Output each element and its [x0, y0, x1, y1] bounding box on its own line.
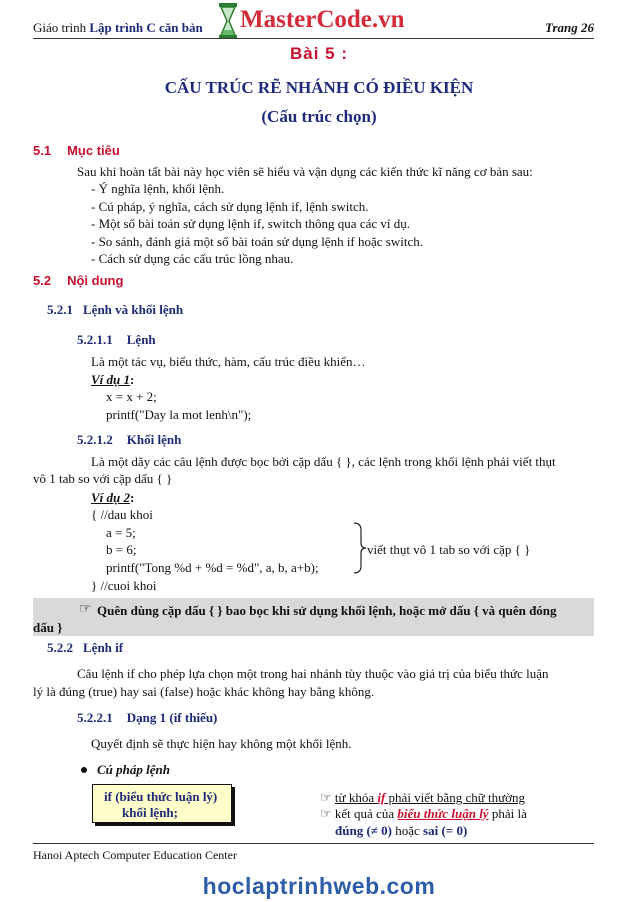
tip2-part-a: kết quả của [334, 806, 398, 821]
section-5-2-1-1-number: 5.2.1.1 [77, 332, 113, 347]
warning-note-line2: dấu } [33, 620, 63, 635]
example-2-code-line: printf("Tong %d + %d = %d", a, b, a+b); [106, 560, 319, 575]
block-definition-line2: vô 1 tab so với cặp dấu { } [33, 471, 173, 486]
header-course-title: Lập trình C căn bản [89, 20, 203, 35]
syntax-line-1: if (biểu thức luận lý) [104, 789, 218, 804]
section-5-2-2-1-title: Dạng 1 (if thiếu) [126, 710, 218, 725]
if-form1-description: Quyết định sẽ thực hiện hay không một khối lệnh. [91, 736, 352, 751]
hourglass-logo-icon [218, 2, 238, 40]
tip2-logical-expression: biểu thức luận lý [397, 806, 489, 821]
header-course-prefix: Giáo trình [33, 20, 90, 35]
page-subtitle: (Cấu trúc chọn) [261, 107, 377, 126]
example-2-label-text: Ví dụ 2 [91, 490, 131, 505]
tip-keyword-lowercase [320, 790, 525, 806]
example-1-code-line: printf("Day la mot lenh\n"); [106, 407, 252, 422]
tip3-or: hoặc [391, 823, 424, 838]
brace-annotation: viết thụt vô 1 tab so với cặp { } [367, 542, 531, 557]
example-1-code-line: x = x + 2; [106, 389, 157, 404]
example-1-label-text: Ví dụ 1 [91, 372, 131, 387]
section-5-1-heading [33, 143, 120, 158]
section-5-2-2-heading [47, 640, 123, 656]
example-2-code-close: } //cuoi khoi [91, 578, 157, 593]
section-5-2-2-1-heading [77, 710, 217, 726]
mastercode-logo: MasterCode.vn [240, 6, 405, 33]
page-number: Trang 26 [545, 20, 594, 35]
pointing-hand-icon: ☞ [79, 602, 92, 617]
page-title: CẤU TRÚC RẼ NHÁNH CÓ ĐIỀU KIỆN [164, 78, 474, 97]
warning-note-line1: Quên dùng cặp dấu { } bao bọc khi sử dụng khối lệnh, hoặc mở dấu { và quên đóng [97, 603, 557, 618]
objective-item: - Cách sử dụng các cấu trúc lồng nhau. [91, 251, 294, 266]
if-definition-line1: Câu lệnh if cho phép lựa chọn một trong hai nhánh tùy thuộc vào giá trị của biểu thức luận [77, 666, 549, 681]
watermark-logo: hoclaptrinhweb.com [202, 873, 436, 899]
syntax-bullet: Cú pháp lệnh [97, 762, 170, 777]
objective-item: - Cú pháp, ý nghĩa, cách sử dụng lệnh if, lệnh switch. [91, 199, 369, 214]
section-5-2-1-1-heading [77, 332, 156, 348]
curly-brace-icon [352, 522, 368, 574]
section-5-2-1-1-title: Lệnh [126, 332, 156, 347]
tip3-true-value: đúng (≠ 0) [335, 823, 392, 838]
section-5-2-title: Nội dung [67, 273, 124, 288]
section-5-2-1-2-heading [77, 432, 181, 448]
block-definition-line1: Là một dãy các câu lệnh được bọc bởi cặp dấu { }, các lệnh trong khối lệnh phải viết thụt [91, 454, 556, 469]
bullet-dot-icon [81, 767, 87, 773]
header-left [33, 20, 203, 36]
header-rule [33, 38, 594, 39]
section-5-2-2-1-number: 5.2.2.1 [77, 710, 113, 725]
section-5-2-2-number: 5.2.2 [47, 640, 73, 655]
example-2-code-line: a = 5; [106, 525, 136, 540]
statement-definition: Là một tác vụ, biểu thức, hàm, cấu trúc điều khiển… [91, 354, 366, 369]
example-2-code-line: b = 6; [106, 542, 137, 557]
section-5-2-1-number: 5.2.1 [47, 302, 73, 317]
footer-rule [33, 843, 594, 844]
tip-pointing-hand-icon: ☞ [320, 790, 332, 805]
tip-pointing-hand-icon: ☞ [320, 806, 332, 821]
section-5-2-2-title: Lệnh if [83, 640, 124, 655]
if-definition-line2: lý là đúng (true) hay sai (false) hoặc khác không hay bằng không. [33, 684, 375, 699]
section-5-2-1-2-number: 5.2.1.2 [77, 432, 113, 447]
objective-item: - Một số bài toán sử dụng lệnh if, switch thông qua các ví dụ. [91, 216, 410, 231]
tip1-part-a: từ khóa [334, 790, 378, 805]
syntax-line-2: khối lệnh; [122, 805, 178, 820]
section-5-1-number: 5.1 [33, 143, 52, 158]
section-5-2-1-title: Lệnh và khối lệnh [83, 302, 184, 317]
example-1-label: Ví dụ 1: [91, 372, 135, 387]
section-5-2-heading [33, 273, 123, 288]
section-5-2-number: 5.2 [33, 273, 52, 288]
section-5-1-title: Mục tiêu [67, 143, 120, 158]
section-5-2-1-2-title: Khối lệnh [126, 432, 182, 447]
example-2-label: Ví dụ 2: [91, 490, 135, 505]
tip3-false-value: sai (= 0) [423, 823, 468, 838]
tip1-part-c: phải viết bằng chữ thường [385, 790, 526, 805]
section-5-2-1-heading [47, 302, 183, 318]
footer-text: Hanoi Aptech Computer Education Center [33, 848, 237, 862]
lesson-number: Bài 5 : [289, 44, 349, 63]
objective-item: - Ý nghĩa lệnh, khối lệnh. [91, 181, 225, 196]
tip-logical-result [320, 806, 527, 822]
tip2-part-c: phải là [488, 806, 527, 821]
example-2-code-open: { //dau khoi [91, 507, 153, 522]
tip-true-false [335, 823, 467, 839]
objectives-intro: Sau khi hoàn tất bài này học viên sẽ hiểu và vận dụng các kiến thức kĩ năng cơ bản sau: [77, 164, 533, 179]
objective-item: - So sánh, đánh giá một số bài toán sử dụng lệnh if hoặc switch. [91, 234, 423, 249]
tip1-keyword: if [377, 790, 386, 805]
